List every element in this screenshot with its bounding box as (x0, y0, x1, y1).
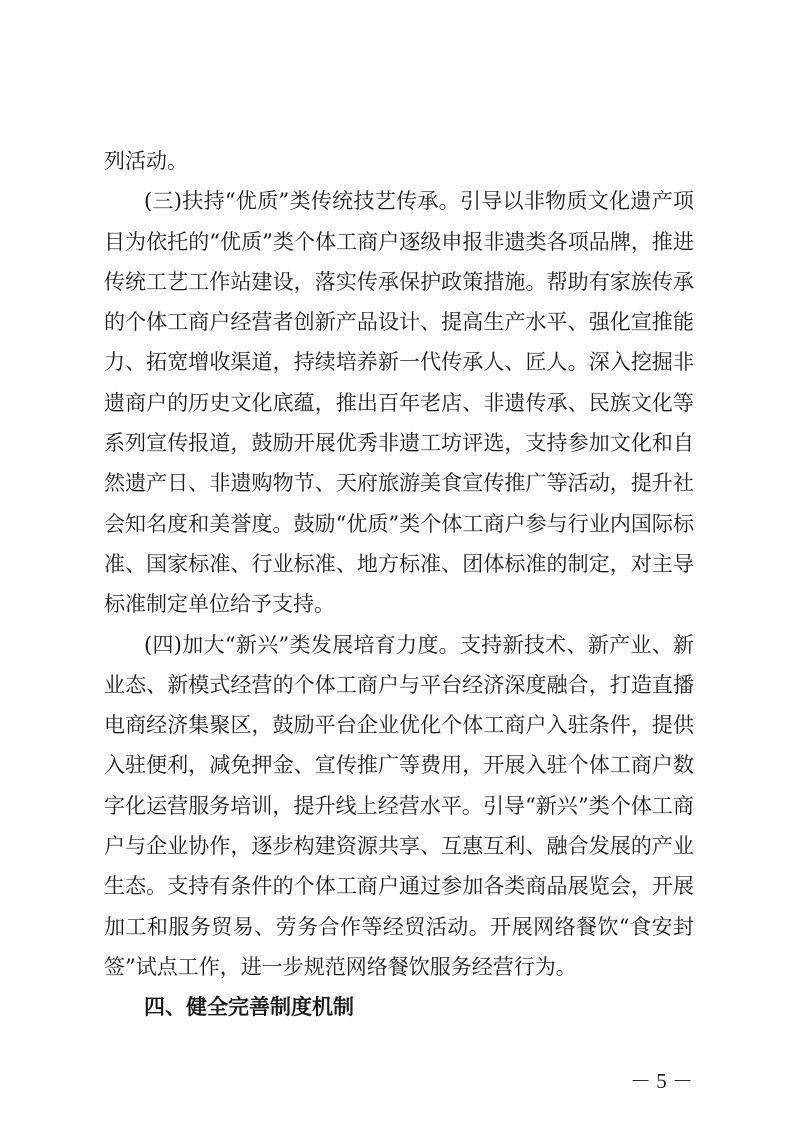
text-line: 字化运营服务培训，提升线上经营水平。引导“新兴”类个体工商 (104, 793, 694, 818)
text-line: 电商经济集聚区，鼓励平台企业优化个体工商户入驻条件，提供 (104, 713, 694, 738)
text-line: 传统工艺工作站建设，落实传承保护政策措施。帮助有家族传承 (104, 269, 694, 294)
text-line: 力、拓宽增收渠道，持续培养新一代传承人、匠人。深入挖掘非 (104, 350, 694, 375)
text-line: 生态。支持有条件的个体工商户通过参加各类商品展览会，开展 (104, 874, 694, 899)
text-line: 遗商户的历史文化底蕴，推出百年老店、非遗传承、民族文化等 (104, 390, 694, 415)
text-line: 系列宣传报道，鼓励开展优秀非遗工坊评选，支持参加文化和自 (104, 431, 694, 456)
text-line: (三)扶持“优质”类传统技艺传承。引导以非物质文化遗产项 (144, 189, 694, 214)
text-line: 业态、新模式经营的个体工商户与平台经济深度融合，打造直播 (104, 672, 694, 697)
text-line: 然遗产日、非遗购物节、天府旅游美食宣传推广等活动，提升社 (104, 471, 694, 496)
text-line: (四)加大“新兴”类发展培育力度。支持新技术、新产业、新 (144, 632, 694, 657)
text-line: 户与企业协作，逐步构建资源共享、互惠互利、融合发展的产业 (104, 834, 694, 859)
text-line: 标准制定单位给予支持。 (104, 592, 335, 617)
body-text (104, 141, 694, 1028)
text-line: 准、国家标准、行业标准、地方标准、团体标准的制定，对主导 (104, 551, 694, 576)
section-heading: 四、健全完善制度机制 (144, 995, 354, 1020)
page-number: － 5 － (630, 1069, 693, 1093)
text-line: 的个体工商户经营者创新产品设计、提高生产水平、强化宣推能 (104, 310, 694, 335)
text-line: 加工和服务贸易、劳务合作等经贸活动。开展网络餐饮“食安封 (104, 914, 694, 939)
text-line: 入驻便利，减免押金、宣传推广等费用，开展入驻个体工商户数 (104, 753, 694, 778)
text-line: 签”试点工作，进一步规范网络餐饮服务经营行为。 (104, 954, 577, 979)
text-line: 会知名度和美誉度。鼓励“优质”类个体工商户参与行业内国际标 (104, 511, 694, 536)
text-line: 列活动。 (104, 149, 188, 173)
text-line: 目为依托的“优质”类个体工商户逐级申报非遗类各项品牌，推进 (104, 229, 694, 254)
